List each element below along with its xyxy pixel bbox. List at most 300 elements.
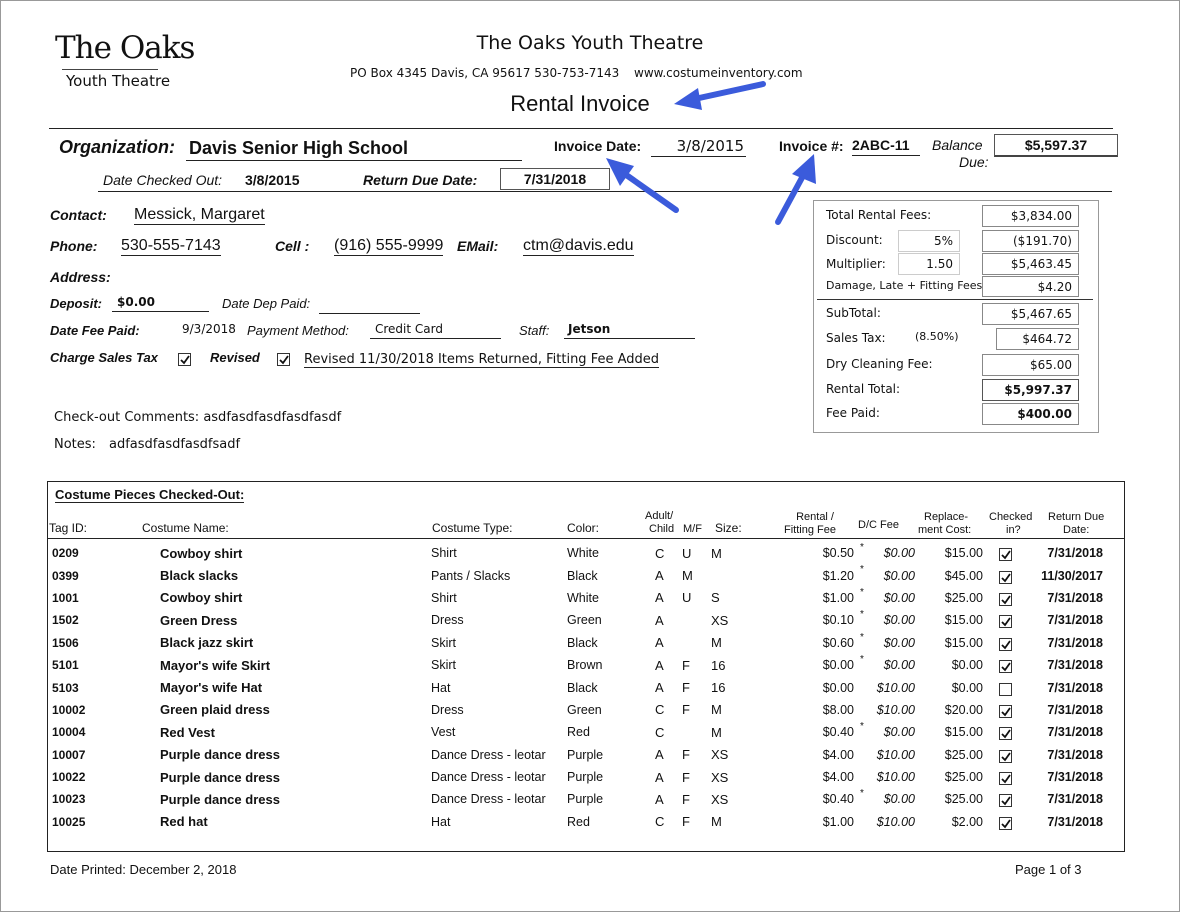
rental-total-label: Rental Total: — [826, 382, 901, 396]
notes-label: Notes: — [54, 437, 96, 452]
arrow-rental-invoice-icon — [668, 76, 778, 116]
row-costume-type: Dress — [431, 702, 464, 717]
row-gender: F — [682, 680, 690, 696]
row-replacement-cost: $25.00 — [944, 770, 983, 785]
row-costume-name: Cowboy shirt — [160, 545, 243, 561]
theatre-website: www.costumeinventory.com — [634, 66, 803, 80]
row-adult-child: A — [655, 568, 664, 584]
invoice-number-label: Invoice #: — [779, 138, 844, 154]
table-row — [52, 587, 1103, 609]
notes-value: adfasdfasdfasdfsadf — [109, 437, 241, 452]
checkmark-icon — [1000, 773, 1012, 785]
row-checked-in — [983, 609, 1031, 631]
table-row — [52, 609, 1103, 631]
row-return-due: 7/31/2018 — [1047, 635, 1103, 650]
row-return-due: 7/31/2018 — [1047, 658, 1103, 673]
row-star-marker — [854, 766, 870, 788]
date-dep-paid-label: Date Dep Paid: — [222, 296, 311, 311]
checkmark-icon — [1000, 751, 1012, 763]
row-rental-fee: $1.00 — [822, 590, 854, 605]
row-return-due: 7/31/2018 — [1047, 680, 1103, 695]
staff-label: Staff: — [519, 323, 550, 338]
header-replacement-2: ment Cost: — [918, 524, 972, 536]
discount-percent: 5% — [898, 230, 960, 252]
header-size: Size: — [715, 521, 742, 535]
row-costume-type: Shirt — [431, 546, 457, 561]
row-rental-fee: $8.00 — [822, 702, 854, 717]
logo-line-2: Youth Theatre — [66, 72, 171, 90]
row-adult-child: C — [655, 545, 665, 561]
table-row — [52, 676, 1103, 698]
logo-underline — [62, 69, 158, 70]
row-replacement-cost: $20.00 — [944, 702, 983, 717]
deposit-label: Deposit: — [50, 296, 102, 311]
row-return-due: 7/31/2018 — [1047, 590, 1103, 605]
table-row — [52, 766, 1103, 788]
row-gender: F — [682, 814, 690, 830]
date-checked-out-value: 3/8/2015 — [245, 172, 300, 188]
header-checked-in-2: in? — [1006, 524, 1021, 536]
row-color: Black — [567, 635, 598, 650]
return-due-value: 7/31/2018 — [500, 168, 610, 190]
organization-value: Davis Senior High School — [186, 138, 522, 161]
row-adult-child: A — [655, 657, 664, 673]
fee-paid-label: Fee Paid: — [826, 406, 880, 420]
row-checked-in — [983, 811, 1031, 833]
balance-due-value: $5,597.37 — [994, 134, 1118, 157]
row-star-marker: * — [860, 542, 864, 553]
header-dc-fee: D/C Fee — [858, 519, 899, 531]
checked-in-checkbox[interactable] — [999, 548, 1012, 561]
checked-in-checkbox[interactable] — [999, 772, 1012, 785]
row-checked-in — [983, 587, 1031, 609]
checked-in-checkbox[interactable] — [999, 750, 1012, 763]
row-color: Purple — [567, 792, 604, 807]
checkmark-icon — [179, 354, 191, 366]
sales-tax-rate: (8.50%) — [915, 330, 959, 343]
table-header-rule — [48, 538, 1124, 539]
damage-fees-value: $4.20 — [982, 276, 1079, 297]
row-replacement-cost: $0.00 — [951, 680, 983, 695]
row-dc-fee: $0.00 — [883, 568, 915, 583]
page-number: Page 1 of 3 — [1015, 862, 1082, 877]
row-rental-fee: $0.60 — [822, 635, 854, 650]
row-tag-id: 1001 — [52, 590, 79, 605]
row-color: White — [567, 590, 599, 605]
checkmark-icon — [1000, 818, 1012, 830]
row-rental-fee: $1.20 — [822, 568, 854, 583]
checked-in-checkbox[interactable] — [999, 660, 1012, 673]
row-costume-type: Dance Dress - leotar — [431, 747, 546, 762]
discount-value: ($191.70) — [982, 230, 1079, 252]
arrow-invoice-number-icon — [768, 150, 828, 230]
row-tag-id: 5101 — [52, 658, 79, 673]
row-return-due: 7/31/2018 — [1047, 747, 1103, 762]
row-replacement-cost: $2.00 — [951, 814, 983, 829]
row-costume-type: Shirt — [431, 590, 457, 605]
row-return-due: 11/30/2017 — [1041, 568, 1103, 583]
header-rental-2: Fitting Fee — [784, 524, 836, 536]
checked-in-checkbox[interactable] — [999, 794, 1012, 807]
table-row — [52, 654, 1103, 676]
row-size: M — [711, 724, 722, 740]
row-adult-child: C — [655, 724, 665, 740]
header-rule — [49, 128, 1113, 129]
row-size: 16 — [711, 680, 726, 696]
header-mf: M/F — [683, 523, 702, 535]
row-star-marker — [854, 676, 870, 698]
row-dc-fee: $0.00 — [883, 635, 915, 650]
checked-in-checkbox[interactable] — [999, 638, 1012, 651]
row-adult-child: A — [655, 680, 664, 696]
invoice-date-value: 3/8/2015 — [651, 137, 746, 157]
row-adult-child: C — [655, 814, 665, 830]
row-gender: F — [682, 769, 690, 785]
row-costume-name: Mayor's wife Skirt — [160, 657, 271, 673]
subtotal-label: SubTotal: — [826, 306, 881, 320]
total-rental-value: $3,834.00 — [982, 205, 1079, 227]
row-return-due: 7/31/2018 — [1047, 770, 1103, 785]
checked-in-checkbox[interactable] — [999, 683, 1012, 696]
row-star-marker: * — [860, 721, 864, 733]
row-checked-in — [983, 721, 1031, 743]
table-row — [52, 721, 1103, 743]
deposit-value: $0.00 — [112, 295, 209, 312]
row-tag-id: 10025 — [52, 814, 86, 829]
row-checked-in — [983, 564, 1031, 586]
row-replacement-cost: $25.00 — [944, 747, 983, 762]
row-dc-fee: $10.00 — [876, 770, 915, 785]
row-star-marker — [854, 699, 870, 721]
row-star-marker: * — [860, 788, 864, 800]
row-rental-fee: $0.00 — [822, 658, 854, 673]
row-size: XS — [711, 769, 729, 785]
row-costume-type: Hat — [431, 680, 451, 695]
row-gender: F — [682, 791, 690, 807]
multiplier-label: Multiplier: — [826, 257, 886, 271]
row-gender: F — [682, 702, 690, 718]
row-costume-name: Purple dance dress — [160, 747, 280, 763]
header-adult-child-2: Child — [649, 523, 675, 535]
revised-note: Revised 11/30/2018 Items Returned, Fitting Fee Added — [304, 352, 660, 367]
row-return-due: 7/31/2018 — [1047, 725, 1103, 740]
checkmark-icon — [278, 354, 290, 366]
row-rental-fee: $4.00 — [822, 770, 854, 785]
multiplier-factor: 1.50 — [898, 253, 960, 275]
row-return-due: 7/31/2018 — [1047, 814, 1103, 829]
cell-value: (916) 555-9999 — [334, 237, 444, 254]
header-costume-name: Costume Name: — [142, 521, 229, 535]
row-costume-name: Purple dance dress — [160, 791, 280, 807]
theatre-name: The Oaks Youth Theatre — [476, 32, 704, 54]
row-checked-in — [983, 676, 1031, 698]
row-costume-type: Dance Dress - leotar — [431, 770, 546, 785]
row-adult-child: A — [655, 747, 664, 763]
balance-label-2: Due: — [959, 154, 989, 170]
row-costume-type: Hat — [431, 814, 451, 829]
row-replacement-cost: $25.00 — [944, 792, 983, 807]
row-dc-fee: $10.00 — [876, 747, 915, 762]
row-costume-name: Red Vest — [160, 724, 215, 740]
row-rental-fee: $0.00 — [822, 680, 854, 695]
row-star-marker: * — [860, 586, 864, 598]
checkmark-icon — [1000, 549, 1012, 561]
row-adult-child: A — [655, 635, 664, 651]
row-gender — [682, 609, 711, 631]
header-return-due-2: Date: — [1063, 524, 1090, 536]
row-dc-fee: $0.00 — [883, 658, 915, 673]
row-dc-fee: $10.00 — [876, 680, 915, 695]
row-tag-id: 1502 — [52, 613, 79, 628]
row-checked-in — [983, 542, 1031, 564]
checkout-comments: Check-out Comments: asdfasdfasdfasdfasdf — [54, 410, 342, 425]
row-tag-id: 10007 — [52, 747, 86, 762]
header-rental-1: Rental / — [796, 511, 834, 523]
organization-label: Organization: — [59, 137, 175, 157]
table-row — [52, 542, 1103, 564]
table-row — [52, 788, 1103, 810]
payment-method-label: Payment Method: — [247, 323, 349, 338]
row-size — [711, 564, 761, 586]
row-star-marker: * — [860, 564, 864, 576]
row-size: XS — [711, 791, 729, 807]
table-row — [52, 699, 1103, 721]
row-costume-type: Skirt — [431, 658, 456, 673]
row-costume-name: Black slacks — [160, 568, 239, 584]
checkmark-icon — [1000, 661, 1012, 673]
header-checked-in-1: Checked — [989, 511, 1033, 523]
row-costume-name: Red hat — [160, 814, 208, 830]
revised-label: Revised — [210, 350, 260, 365]
row-checked-in — [983, 699, 1031, 721]
row-dc-fee: $0.00 — [883, 590, 915, 605]
checked-in-checkbox[interactable] — [999, 615, 1012, 628]
arrow-invoice-date-icon — [600, 150, 690, 220]
checked-in-checkbox[interactable] — [999, 571, 1012, 584]
theatre-address: PO Box 4345 Davis, CA 95617 530-753-7143 — [350, 66, 620, 80]
row-costume-name: Black jazz skirt — [160, 635, 254, 651]
row-color: Black — [567, 568, 598, 583]
row-size: 16 — [711, 657, 726, 673]
dry-cleaning-value: $65.00 — [982, 354, 1079, 376]
row-tag-id: 0209 — [52, 546, 79, 561]
address-label: Address: — [50, 269, 111, 285]
row-gender: U — [682, 545, 692, 561]
checked-in-checkbox[interactable] — [999, 705, 1012, 718]
row-checked-in — [983, 766, 1031, 788]
invoice-number-value: 2ABC-11 — [852, 137, 920, 156]
rental-total-value: $5,997.37 — [982, 379, 1079, 401]
checkmark-icon — [1000, 639, 1012, 651]
row-replacement-cost: $15.00 — [944, 546, 983, 561]
header-replacement-1: Replace- — [924, 511, 969, 523]
row-return-due: 7/31/2018 — [1047, 546, 1103, 561]
header-color: Color: — [567, 521, 600, 535]
fee-paid-value: $400.00 — [982, 403, 1079, 425]
row-tag-id: 1506 — [52, 635, 79, 650]
row-size: M — [711, 545, 722, 561]
dry-cleaning-label: Dry Cleaning Fee: — [826, 357, 933, 371]
invoice-date-label: Invoice Date: — [554, 138, 642, 154]
row-dc-fee: $0.00 — [883, 613, 915, 628]
row-color: Green — [567, 702, 602, 717]
row-star-marker: * — [860, 609, 864, 621]
row-size: S — [711, 590, 720, 606]
row-costume-type: Skirt — [431, 635, 456, 650]
row-dc-fee: $0.00 — [883, 725, 915, 740]
row-adult-child: A — [655, 769, 664, 785]
row-color: Purple — [567, 747, 604, 762]
contact-label: Contact: — [50, 207, 107, 223]
row-rental-fee: $0.10 — [822, 613, 854, 628]
row-star-marker: * — [860, 653, 864, 665]
row-gender — [682, 721, 711, 743]
row-tag-id: 10022 — [52, 770, 86, 785]
email-value: ctm@davis.edu — [523, 237, 634, 254]
discount-label: Discount: — [826, 233, 883, 247]
row-tag-id: 10023 — [52, 792, 86, 807]
row-dc-fee: $10.00 — [876, 702, 915, 717]
row-tag-id: 10004 — [52, 725, 86, 740]
summary-rule — [817, 299, 1093, 300]
row-dc-fee: $0.00 — [883, 546, 915, 561]
row-color: White — [567, 546, 599, 561]
row-checked-in — [983, 744, 1031, 766]
checked-in-checkbox[interactable] — [999, 817, 1012, 830]
header-adult-child-1: Adult/ — [645, 510, 674, 522]
row-tag-id: 5103 — [52, 680, 79, 695]
row-rental-fee: $0.40 — [822, 792, 854, 807]
row-costume-type: Dress — [431, 613, 464, 628]
row-checked-in — [983, 788, 1031, 810]
contact-value: Messick, Margaret — [134, 206, 265, 223]
row-replacement-cost: $0.00 — [951, 658, 983, 673]
checkmark-icon — [1000, 795, 1012, 807]
row-rental-fee: $1.00 — [822, 814, 854, 829]
email-label: EMail: — [457, 238, 499, 254]
date-printed: Date Printed: December 2, 2018 — [50, 862, 237, 877]
row-dc-fee: $10.00 — [876, 814, 915, 829]
row-adult-child: C — [655, 702, 665, 718]
row-return-due: 7/31/2018 — [1047, 702, 1103, 717]
row-size: XS — [711, 612, 729, 628]
row-rental-fee: $0.40 — [822, 725, 854, 740]
row-checked-in — [983, 654, 1031, 676]
logo — [52, 30, 195, 96]
payment-method-value: Credit Card — [370, 322, 501, 339]
row-return-due: 7/31/2018 — [1047, 613, 1103, 628]
row-replacement-cost: $15.00 — [944, 725, 983, 740]
checked-in-checkbox[interactable] — [999, 593, 1012, 606]
costume-table-title: Costume Pieces Checked-Out: — [55, 487, 245, 502]
row-costume-type: Vest — [431, 725, 456, 740]
row-color: Purple — [567, 770, 604, 785]
revised-checkbox[interactable] — [277, 353, 290, 366]
row-tag-id: 10002 — [52, 702, 86, 717]
row-costume-type: Dance Dress - leotar — [431, 792, 546, 807]
cell-label: Cell : — [275, 238, 310, 254]
checkmark-icon — [1000, 594, 1012, 606]
row-color: Brown — [567, 658, 603, 673]
date-fee-paid-label: Date Fee Paid: — [50, 323, 140, 338]
row-gender: F — [682, 657, 690, 673]
row-costume-name: Green Dress — [160, 612, 238, 628]
row-color: Red — [567, 725, 590, 740]
row-replacement-cost: $15.00 — [944, 613, 983, 628]
balance-label-1: Balance — [932, 137, 983, 153]
row-replacement-cost: $25.00 — [944, 590, 983, 605]
return-due-label: Return Due Date: — [363, 172, 478, 188]
row-gender — [682, 632, 711, 654]
checkmark-icon — [1000, 616, 1012, 628]
row-costume-name: Cowboy shirt — [160, 590, 243, 606]
row-costume-name: Purple dance dress — [160, 769, 280, 785]
checkmark-icon — [1000, 706, 1012, 718]
row-replacement-cost: $45.00 — [944, 568, 983, 583]
row-rental-fee: $4.00 — [822, 747, 854, 762]
checked-in-checkbox[interactable] — [999, 727, 1012, 740]
row-adult-child: A — [655, 612, 664, 628]
row-costume-name: Mayor's wife Hat — [160, 680, 263, 696]
row-adult-child: A — [655, 590, 664, 606]
row-gender: F — [682, 747, 690, 763]
row-size: XS — [711, 747, 729, 763]
table-row — [52, 564, 1103, 586]
header-tag-id: Tag ID: — [49, 521, 88, 535]
sales-tax-label: Sales Tax: — [826, 331, 886, 345]
phone-label: Phone: — [50, 238, 98, 254]
charge-sales-tax-checkbox[interactable] — [178, 353, 191, 366]
row-gender: U — [682, 590, 692, 606]
date-fee-paid-value: 9/3/2018 — [182, 322, 236, 336]
subtotal-value: $5,467.65 — [982, 303, 1079, 325]
row-color: Black — [567, 680, 598, 695]
staff-value: Jetson — [564, 322, 695, 339]
phone-value: 530-555-7143 — [121, 237, 221, 254]
logo-line-1: The Oaks — [55, 30, 195, 66]
table-row — [52, 632, 1103, 654]
checkmark-icon — [1000, 728, 1012, 740]
row-dc-fee: $0.00 — [883, 792, 915, 807]
row-return-due: 7/31/2018 — [1047, 792, 1103, 807]
document-title: Rental Invoice — [510, 91, 650, 116]
costume-table — [52, 542, 1103, 833]
row-costume-name: Green plaid dress — [160, 702, 270, 718]
row-size: M — [711, 814, 722, 830]
row-star-marker — [854, 744, 870, 766]
sales-tax-value: $464.72 — [996, 328, 1079, 350]
row-color: Green — [567, 613, 602, 628]
row-star-marker — [854, 811, 870, 833]
checkmark-icon — [1000, 572, 1012, 584]
row-tag-id: 0399 — [52, 568, 79, 583]
date-dep-paid-line — [319, 313, 420, 314]
row-checked-in — [983, 632, 1031, 654]
multiplier-value: $5,463.45 — [982, 253, 1079, 275]
table-row — [52, 744, 1103, 766]
damage-fees-label: Damage, Late + Fitting Fees — [826, 279, 983, 292]
row-size: M — [711, 702, 722, 718]
row-size: M — [711, 635, 722, 651]
total-rental-label: Total Rental Fees: — [826, 208, 932, 222]
table-row — [52, 811, 1103, 833]
row-costume-type: Pants / Slacks — [431, 568, 511, 583]
row-rental-fee: $0.50 — [822, 546, 854, 561]
date-checked-out-label: Date Checked Out: — [103, 172, 223, 188]
row-replacement-cost: $15.00 — [944, 635, 983, 650]
header-return-due-1: Return Due — [1048, 511, 1105, 523]
row-adult-child: A — [655, 791, 664, 807]
